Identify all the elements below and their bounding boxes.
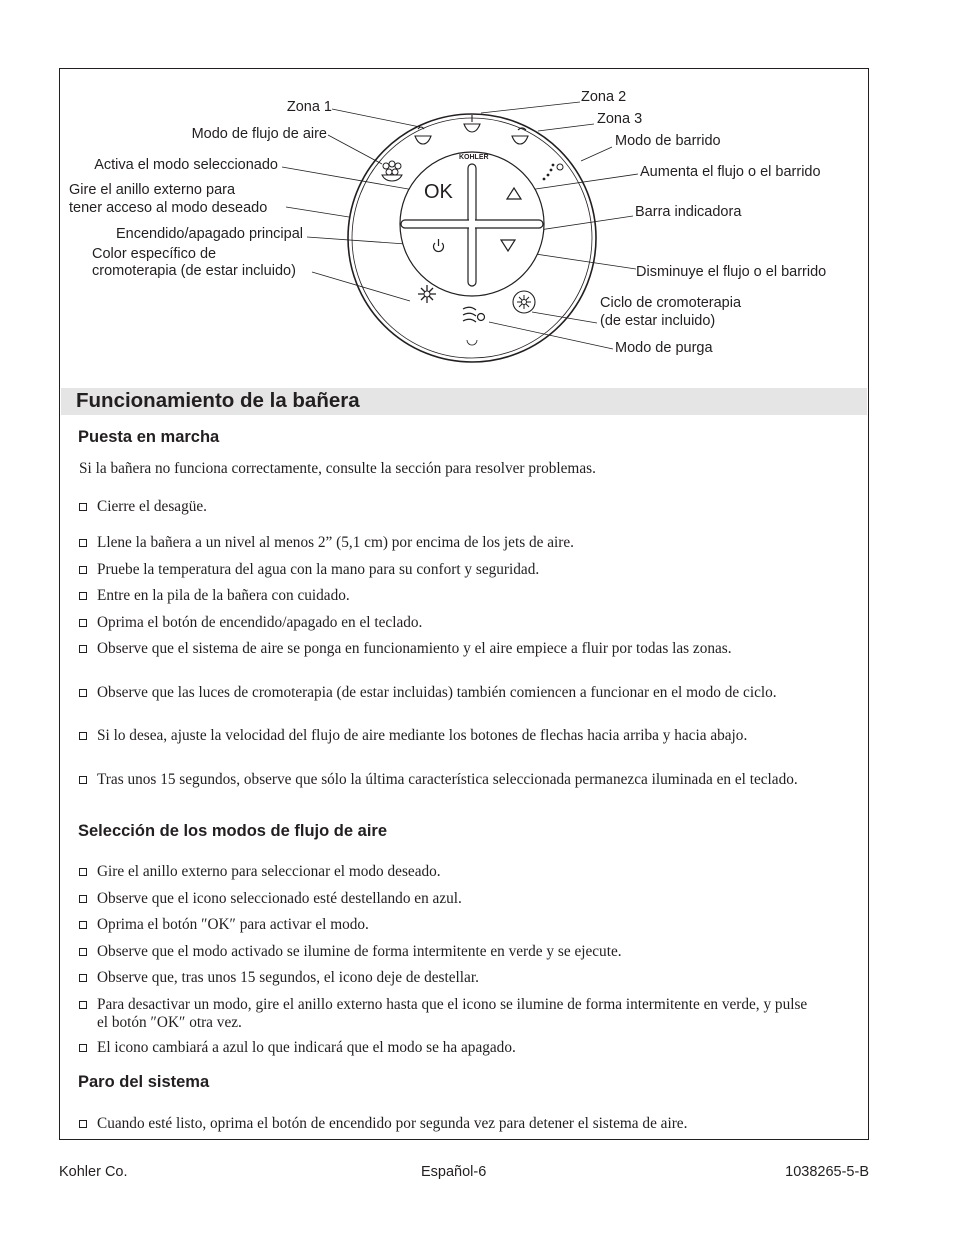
section-title: Funcionamiento de la bañera bbox=[76, 389, 360, 412]
label-gire-anillo-1: Gire el anillo externo para bbox=[69, 182, 236, 198]
checkbox-icon bbox=[79, 732, 87, 740]
checkbox-icon bbox=[79, 689, 87, 697]
list-item: El icono cambiará a azul lo que indicará que el modo se ha apagado. bbox=[79, 1039, 809, 1057]
footer-page-number: Español-6 bbox=[421, 1164, 487, 1180]
checkbox-icon bbox=[79, 921, 87, 929]
checkbox-icon bbox=[79, 1001, 87, 1009]
footer-company: Kohler Co. bbox=[59, 1164, 128, 1180]
list-item: Cierre el desagüe. bbox=[79, 498, 809, 516]
label-disminuye: Disminuye el flujo o el barrido bbox=[636, 264, 827, 280]
checkbox-icon bbox=[79, 619, 87, 627]
checkbox-icon bbox=[79, 539, 87, 547]
checkbox-icon bbox=[79, 592, 87, 600]
heading-paro-sistema: Paro del sistema bbox=[78, 1073, 210, 1091]
label-modo-barrido: Modo de barrido bbox=[615, 133, 721, 149]
page-frame bbox=[59, 68, 869, 1140]
heading-puesta-en-marcha: Puesta en marcha bbox=[78, 428, 220, 446]
label-ciclo-1: Ciclo de cromoterapia bbox=[600, 295, 742, 311]
checkbox-icon bbox=[79, 868, 87, 876]
list-item: Oprima el botón de encendido/apagado en el teclado. bbox=[79, 614, 809, 632]
label-modo-purga: Modo de purga bbox=[615, 340, 713, 356]
keypad-diagram bbox=[60, 69, 870, 387]
ok-button[interactable]: OK bbox=[424, 181, 453, 203]
list-item: Gire el anillo externo para seleccionar el modo deseado. bbox=[79, 863, 809, 881]
checkbox-icon bbox=[79, 895, 87, 903]
checkbox-icon bbox=[79, 1120, 87, 1128]
label-color-1: Color específico de bbox=[92, 246, 217, 262]
list-item: Oprima el botón ″OK″ para activar el modo. bbox=[79, 916, 809, 934]
list-item: Cuando esté listo, oprima el botón de encendido por segunda vez para detener el sistema de aire. bbox=[79, 1115, 809, 1133]
checkbox-icon bbox=[79, 566, 87, 574]
intro-paragraph: Si la bañera no funciona correctamente, consulte la sección para resolver problemas. bbox=[79, 460, 596, 477]
label-barra-indicadora: Barra indicadora bbox=[635, 204, 742, 220]
list-item: Entre en la pila de la bañera con cuidado. bbox=[79, 587, 809, 605]
list-item: Tras unos 15 segundos, observe que sólo la última característica seleccionada permanezca iluminada en el teclado. bbox=[79, 771, 809, 789]
heading-seleccion-modos: Selección de los modos de flujo de aire bbox=[78, 822, 387, 840]
label-zona-3: Zona 3 bbox=[597, 111, 643, 127]
list-item: Observe que el sistema de aire se ponga en funcionamiento y el aire empiece a fluir por todas las zonas. bbox=[79, 640, 809, 658]
list-item: Para desactivar un modo, gire el anillo externo hasta que el icono se ilumine de forma intermitente en verde, y pulse el botón ″OK″ otra vez. bbox=[79, 996, 809, 1031]
list-item: Observe que el icono seleccionado esté destellando en azul. bbox=[79, 890, 809, 908]
label-zona-2: Zona 2 bbox=[581, 89, 627, 105]
list-item: Observe que el modo activado se ilumine de forma intermitente en verde y se ejecute. bbox=[79, 943, 809, 961]
list-item: Observe que, tras unos 15 segundos, el icono deje de destellar. bbox=[79, 969, 809, 987]
list-item: Observe que las luces de cromoterapia (de estar incluidas) también comiencen a funcionar en el modo de ciclo. bbox=[79, 684, 809, 702]
label-aumenta: Aumenta el flujo o el barrido bbox=[640, 164, 821, 180]
label-activa-modo: Activa el modo seleccionado bbox=[94, 157, 278, 173]
checkbox-icon bbox=[79, 1044, 87, 1052]
label-encendido-apagado: Encendido/apagado principal bbox=[115, 226, 303, 242]
checkbox-icon bbox=[79, 974, 87, 982]
label-ciclo-2: (de estar incluido) bbox=[600, 313, 716, 329]
checkbox-icon bbox=[79, 776, 87, 784]
checkbox-icon bbox=[79, 948, 87, 956]
label-zona-1: Zona 1 bbox=[286, 99, 332, 115]
label-modo-flujo-aire: Modo de flujo de aire bbox=[191, 126, 327, 142]
brand-logo: KOHLER bbox=[459, 154, 489, 161]
list-item: Llene la bañera a un nivel al menos 2” (5,1 cm) por encima de los jets de aire. bbox=[79, 534, 809, 552]
footer-doc-number: 1038265-5-B bbox=[785, 1164, 869, 1180]
checkbox-icon bbox=[79, 503, 87, 511]
list-item: Si lo desea, ajuste la velocidad del flujo de aire mediante los botones de flechas hacia arriba y hacia abajo. bbox=[79, 727, 809, 745]
list-item: Pruebe la temperatura del agua con la mano para su confort y seguridad. bbox=[79, 561, 809, 579]
label-color-2: cromoterapia (de estar incluido) bbox=[92, 263, 296, 279]
label-gire-anillo-2: tener acceso al modo deseado bbox=[69, 200, 268, 216]
checkbox-icon bbox=[79, 645, 87, 653]
